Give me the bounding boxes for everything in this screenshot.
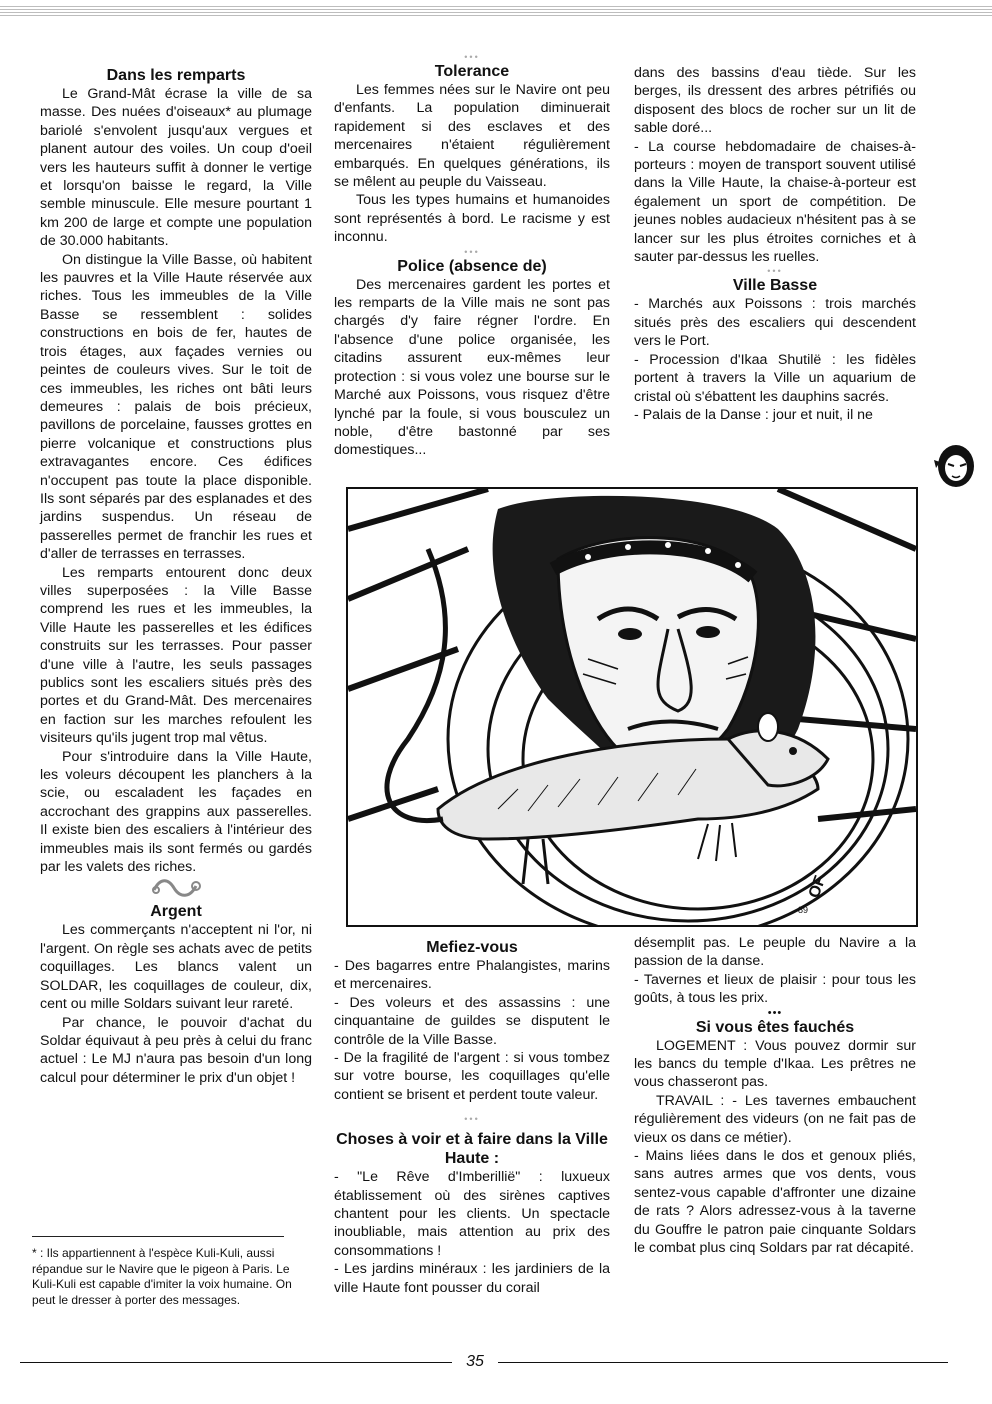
paragraph: LOGEMENT : Vous pouvez dormir sur les bancs du temple d'Ikaa. Les prêtres ne vous chasseront pas. (634, 1037, 916, 1091)
column-1 (40, 66, 312, 1087)
footnote-rule (32, 1236, 284, 1237)
paragraph: On distingue la Ville Basse, où habitent les pauvres et la Ville Haute réservée aux riches. Tous les immeubles de la Ville Basse se ressemblent : solides constructions en bois de fer, hautes de trois étages, aux façades vernies ou peintes de couleurs vives. Sur le toit de ces immeubles, les riches ont bâti leurs demeures : palais de bois précieux, pavillons de porcelaine, fausses grottes en pierre volcanique et constructions plus extravagantes encore. Ces édifices n'occupent pas toute la place disponible. Ils sont séparés par des esplanades et des jardins suspendus. Un réseau de passerelles permet de franchir les rues et d'aller de terrasses en terrasses. (40, 251, 312, 563)
separator-dots: ••• (464, 1114, 480, 1125)
paragraph: - Des bagarres entre Phalangistes, marins et mercenaires. (334, 958, 610, 993)
heading-police: Police (absence de) (397, 257, 547, 275)
column-3 (634, 64, 916, 424)
paragraph: Les remparts entourent donc deux villes superposées : la Ville Basse comprend les rues et les immeubles, la Ville Haute les passerelles et les édifices construits sur les terrasses. Pour passer d'une ville à l'autre, les seuls passages publics sont les escaliers situés près des portes et du Grand-Mât. Des mercenaires en faction sur les marches refoulent les visiteurs qu'ils jugent trop mal vêtus. (40, 564, 312, 747)
paragraph: - Marchés aux Poissons : trois marchés situés près des escaliers qui descendent vers le Port. (634, 296, 916, 350)
paragraph: Le Grand-Mât écrase la ville de sa masse. Des nuées d'oiseaux* au plumage bariolé s'envolent jusqu'aux vergues et planent autour des voiles. Un coup d'oeil vers les hauteurs suffit à donner le vertige et lorsqu'on baisse le regard, la Ville semble minuscule. Elle mesure pourtant 1 km 200 de large et compte une population de 30.000 habitants. (40, 86, 312, 250)
paragraph: Pour s'introduire dans la Ville Haute, les voleurs découpent les planchers à la scie, ou escaladent les façades en accrochant des grappins aux passerelles. Il existe bien des escaliers à l'intérieur des immeubles mais ils sont fermés ou gardés par les valets des riches. (40, 748, 312, 876)
heading-dans-les-remparts: Dans les remparts (106, 67, 246, 84)
heading-tolerance: Tolerance (434, 63, 510, 80)
column-4 (334, 938, 610, 1297)
heading-mefiez-vous: Mefiez-vous (426, 939, 518, 956)
paragraph: TRAVAIL : - Les tavernes embauchent régulièrement des videurs (on ne fait pas de vieux os dans ce métier). (634, 1092, 916, 1146)
paragraph: dans des bassins d'eau tiède. Sur les berges, ils dressent des arbres pétrifiés ou disposent des blocs de rocher sur un lit de sable doré... (634, 65, 916, 137)
column-2 (334, 52, 610, 460)
paragraph: - Des voleurs et des assassins : une cinquantaine de guildes se disputent le contrôle de la Ville Basse. (334, 994, 610, 1048)
column-5 (634, 934, 916, 1258)
paragraph: - Procession d'Ikaa Shutilë : les fidèles portent à travers la Ville un aquarium de cristal où s'ébattent les dauphins sacrés. (634, 351, 916, 405)
footnote: * : Ils appartiennent à l'espèce Kuli-Kuli, aussi répandue sur le Navire que le pigeon à Paris. Le Kuli-Kuli est capable d'imiter la voix humaine. On peut le dresser à porter des messages. (32, 1246, 292, 1307)
separator-dots: ••• (464, 246, 480, 257)
paragraph: Les commerçants n'acceptent ni l'or, ni l'argent. On règle ses achats avec de petits coquillages. Les blancs valent un SOLDAR, les coquillages de couleur, dix, cent ou mille Soldars suivant leur rareté. (40, 922, 312, 1013)
paragraph: - De la fragilité de l'argent : si vous tombez sur votre bourse, les coquillages qu'elle contient se brisent et perdent toute valeur. (334, 1050, 610, 1103)
paragraph: - "Le Rêve d'Imberillië" : luxueux établissement où des sirènes captives chantent pour les clients. Un spectacle inoubliable, mais attention au prix des consommations ! (334, 1169, 610, 1259)
paragraph: Par chance, le pouvoir d'achat du Soldar équivaut à peu près à celui du franc actuel : Le MJ n'aura pas besoin d'un long calcul pour déterminer le prix d'un objet ! (40, 1014, 312, 1086)
paragraph: Tous les types humains et humanoides sont représentés à bord. Le racisme y est inconnu. (334, 192, 610, 246)
paragraph: - La course hebdomadaire de chaises-à-porteurs : moyen de transport souvent utilisé dans la Ville Haute, la chaise-à-porteur est également un sport de compétition. De jeunes nobles audacieux n'hésitent pas à se lancer sur les plus étroites corniches et à sauter par-dessus les ruelles. (634, 138, 916, 266)
heading-argent: Argent (150, 903, 202, 921)
paragraph: Les femmes nées sur le Navire ont peu d'enfants. La population diminuerait rapidement si des esclaves et des mercenaires n'étaient régulièrement embarqués. En quelques générations, ils se mêlent au peuple du Vaisseau. (334, 82, 610, 191)
paragraph: - Les jardins minéraux : les jardiniers de la ville Haute font pousser du corail (334, 1261, 610, 1296)
illustration-year: 89 (798, 905, 809, 915)
chapter-head-icon (930, 440, 976, 490)
top-border (0, 6, 992, 18)
paragraph: - Mains liées dans le dos et genoux pliés, sans autres armes que vos dents, vous sentez-vous capable d'affronter une dizaine de rats ? Alors adressez-vous à la taverne du Gouffre le patron paie cinquante Soldars le combat plus cinq Soldars par rat décapité. (634, 1148, 916, 1257)
separator-dots: ••• (464, 52, 480, 62)
page-footer (20, 1352, 972, 1372)
paragraph: - Tavernes et lieux de plaisir : pour tous les goûts, à tous les prix. (634, 971, 916, 1007)
separator-dots: ••• (767, 1006, 783, 1019)
footer-rule-right (498, 1362, 948, 1363)
paragraph: - Palais de la Danse : jour et nuit, il ne (634, 406, 873, 423)
heading-choses-a-voir: Choses à voir et à faire dans la Ville Haute : (336, 1131, 608, 1168)
separator-dots: ••• (767, 266, 783, 277)
ornament-icon (40, 876, 312, 902)
illustration-old-man-with-rat (346, 487, 918, 927)
footer-rule-left (20, 1362, 452, 1363)
illustration-signature: OF (805, 873, 830, 901)
paragraph: désemplit pas. Le peuple du Navire a la passion de la danse. (634, 935, 916, 970)
paragraph: Des mercenaires gardent les portes et les remparts de la Ville mais ne sont pas chargés d'y faire régner l'ordre. En l'absence d'une police organisée, les citadins assurent eux-mêmes leur protection : si vous volez une bourse sur le Marché aux Poissons, vous risquez d'être lynché par la foule, si vous bousculez un noble, d'être bastonné par ses domestiques... (334, 276, 610, 459)
page-number: 35 (466, 1353, 484, 1370)
heading-ville-basse: Ville Basse (732, 277, 818, 295)
heading-si-vous-etes-fauches: Si vous êtes fauchés (695, 1018, 855, 1036)
